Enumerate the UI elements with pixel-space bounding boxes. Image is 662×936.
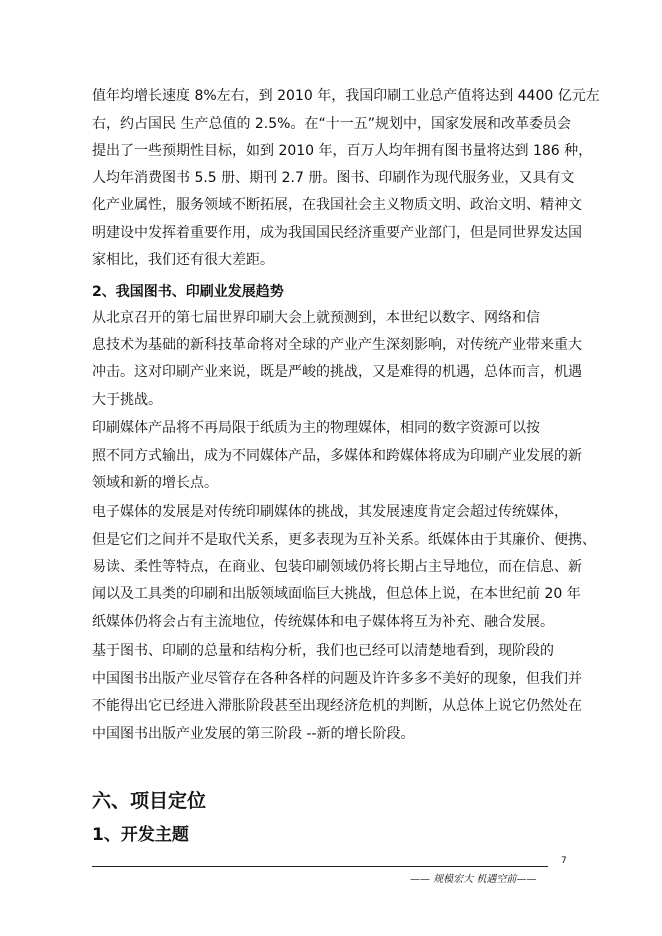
text-line: 大于挑战。 <box>92 392 162 408</box>
text-line: 不能得出它已经进入滞胀阶段甚至出现经济危机的判断，从总体上说它仍然处在 <box>92 698 582 714</box>
text-line: 照不同方式输出，成为不同媒体产品，多媒体和跨媒体将成为印刷产业发展的新 <box>92 448 582 464</box>
text-line: 领域和新的增长点。 <box>92 475 218 491</box>
text-line: 电子媒体的发展是对传统印刷媒体的挑战，其发展速度肯定会超过传统媒体， <box>92 504 568 520</box>
text-line: 家相比，我们还有很大差距。 <box>92 252 274 268</box>
text-line: 明建设中发挥着重要作用，成为我国国民经济重要产业部门，但是同世界发达国 <box>92 225 582 241</box>
text-line: 基于图书、印刷的总量和结构分析，我们也已经可以清楚地看到，现阶段的 <box>92 643 554 659</box>
text-line: 息技术为基础的新科技革命将对全球的产业产生深刻影响，对传统产业带来重大 <box>92 337 582 353</box>
text-line: 冲击。这对印刷产业来说，既是严峻的挑战，又是难得的机遇，总体而言，机遇 <box>92 364 582 380</box>
page-number: 7 <box>561 856 567 866</box>
text-line: 右，约占国民 生产总值的 2.5%。在“十一五”规划中，国家发展和改革委员会 <box>92 116 571 132</box>
text-line: 但是它们之间并不是取代关系，更多表现为互补关系。纸媒体由于其廉价、便携、 <box>92 532 596 548</box>
text-line: 印刷媒体产品将不再局限于纸质为主的物理媒体，相同的数字资源可以按 <box>92 420 540 436</box>
section-heading-project-positioning: 六、项目定位 <box>92 790 207 812</box>
text-line: 易读、柔性等特点，在商业、包装印刷领域仍将长期占主导地位，而在信息、新 <box>92 559 582 575</box>
text-line: 提出了一些预期性目标，如到 2010 年，百万人均年拥有图书量将达到 186 种， <box>92 143 593 159</box>
subheading-development-theme: 1、开发主题 <box>92 825 189 845</box>
text-line: 中国图书出版产业尽管存在各种各样的问题及许许多多不美好的现象，但我们并 <box>92 671 582 687</box>
text-line: 值年均增长速度 8%左右，到 2010 年，我国印刷工业总产值将达到 4400 亿元左 <box>92 88 600 104</box>
text-line: 中国图书出版产业发展的第三阶段 --新的增长阶段。 <box>92 726 415 742</box>
text-line: 化产业属性，服务领域不断拓展，在我国社会主义物质文明、政治文明、精神文 <box>92 197 582 213</box>
footer-divider <box>92 866 548 867</box>
text-line: 闻以及工具类的印刷和出版领域面临巨大挑战，但总体上说，在本世纪前 20 年 <box>92 586 581 602</box>
subheading-development-trend: 2、我国图书、印刷业发展趋势 <box>92 284 284 300</box>
text-line: 人均年消费图书 5.5 册、期刊 2.7 册。图书、印刷作为现代服务业，又具有文 <box>92 170 575 186</box>
text-line: 纸媒体仍将会占有主流地位，传统媒体和电子媒体将互为补充、融合发展。 <box>92 614 554 630</box>
text-line: 从北京召开的第七届世界印刷大会上就预测到，本世纪以数字、网络和信 <box>92 310 540 326</box>
footer-motto: —— 规模宏大 机遇空前—— <box>410 874 537 885</box>
